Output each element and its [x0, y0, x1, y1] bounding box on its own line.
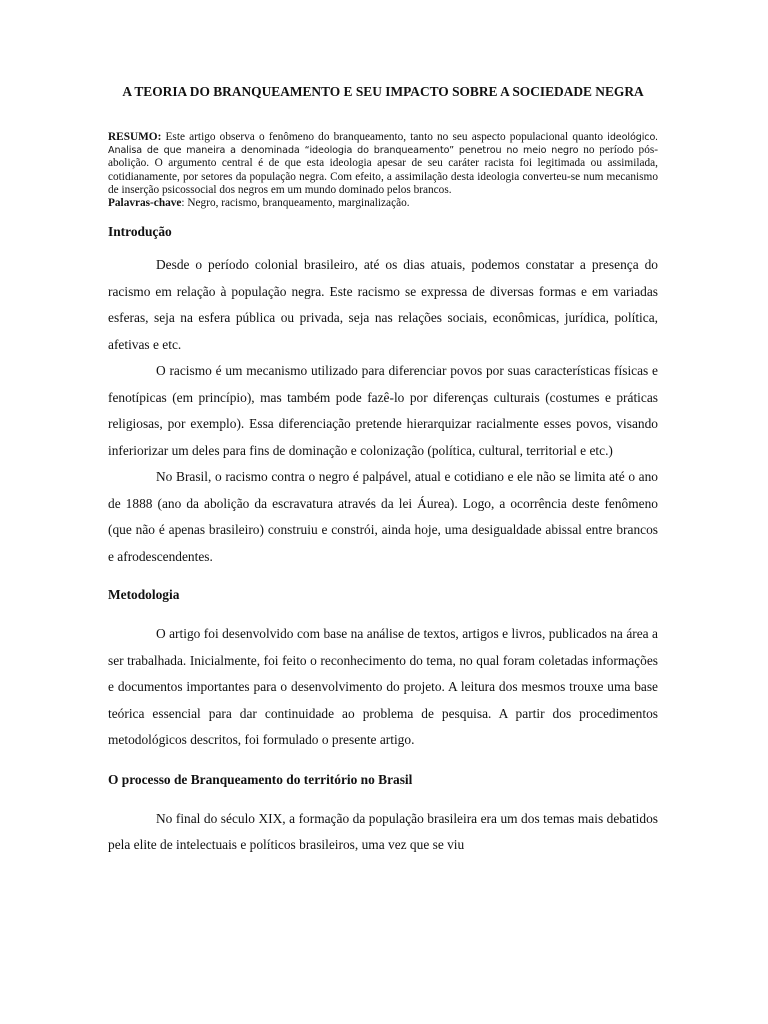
keywords-text: : Negro, racismo, branqueamento, marginalização. — [181, 197, 410, 210]
paragraph: No Brasil, o racismo contra o negro é palpável, atual e cotidiano e ele não se limita até o ano de 1888 (ano da abolição da escravatura através da lei Áurea). Logo, a ocorrência deste fenômeno (que não é apenas brasileiro) construiu e constrói, ainda hoje, uma desigualdade abissal entre brancos e afrodescendentes. — [108, 469, 658, 564]
paragraph: O racismo é um mecanismo utilizado para diferenciar povos por suas características físicas e fenotípicas (em princípio), mas também pode fazê-lo por diferenças culturais (costumes e práticas religiosas, por exemplo). Essa diferenciação pretende hierarquizar racialmente esses povos, visando inferiorizar um deles para fins de dominação e colonização (política, cultural, territorial e etc.) — [108, 363, 658, 458]
abstract-text-1: Este artigo observa o fenômeno do branqueamento, tanto no seu aspecto populacional quanto — [161, 131, 608, 143]
section-body-introducao — [108, 252, 658, 570]
section-heading-metodologia: Metodologia — [108, 587, 180, 603]
paragraph: Desde o período colonial brasileiro, até os dias atuais, podemos constatar a presença do racismo em relação à população negra. Este racismo se expressa de diversas formas e em variadas esferas, seja na esfera pública ou privada, seja nas relações sociais, econômicas, jurídica, política, afetivas e etc. — [108, 257, 658, 352]
section-body-processo — [108, 806, 658, 859]
paragraph: No final do século XIX, a formação da população brasileira era um dos temas mais debatidos pela elite de intelectuais e políticos brasileiros, uma vez que se viu — [108, 810, 658, 853]
abstract — [108, 131, 658, 210]
section-heading-processo: O processo de Branqueamento do território no Brasil — [108, 771, 413, 787]
document-page — [108, 82, 658, 859]
abstract-text-3: no período pós-abolição. O argumento central é de que esta ideologia apesar de seu caráter racista foi legitimada ou assimilada, cotidianamente, por setores da população negra. Com efeito, a assimilação desta ideologia converteu-se num mecanismo de inserção psicossocial dos negros em um mundo dominado pelos brancos. — [108, 144, 658, 196]
document-title: A TEORIA DO BRANQUEAMENTO E SEU IMPACTO SOBRE A SOCIEDADE NEGRA — [122, 84, 644, 99]
paragraph: O artigo foi desenvolvido com base na análise de textos, artigos e livros, publicados na área a ser trabalhada. Inicialmente, foi feito o reconhecimento do tema, no qual foram coletadas informações e documentos importantes para o desenvolvimento do projeto. A leitura dos mesmos trouxe uma base teórica essencial para dar continuidade ao problema de pesquisa. A partir dos procedimentos metodológicos descritos, foi formulado o presente artigo. — [108, 626, 658, 748]
abstract-label: RESUMO: — [108, 131, 162, 143]
abstract-paragraph — [108, 131, 658, 197]
keywords-label: Palavras-chave — [108, 197, 182, 210]
abstract-text-2: ideológico. Analisa de que maneira a denominada “ideologia do branqueamento” penetrou no meio negro — [108, 132, 658, 157]
keywords-line — [108, 197, 658, 210]
section-body-metodologia — [108, 621, 658, 754]
section-heading-introducao: Introdução — [108, 224, 172, 240]
